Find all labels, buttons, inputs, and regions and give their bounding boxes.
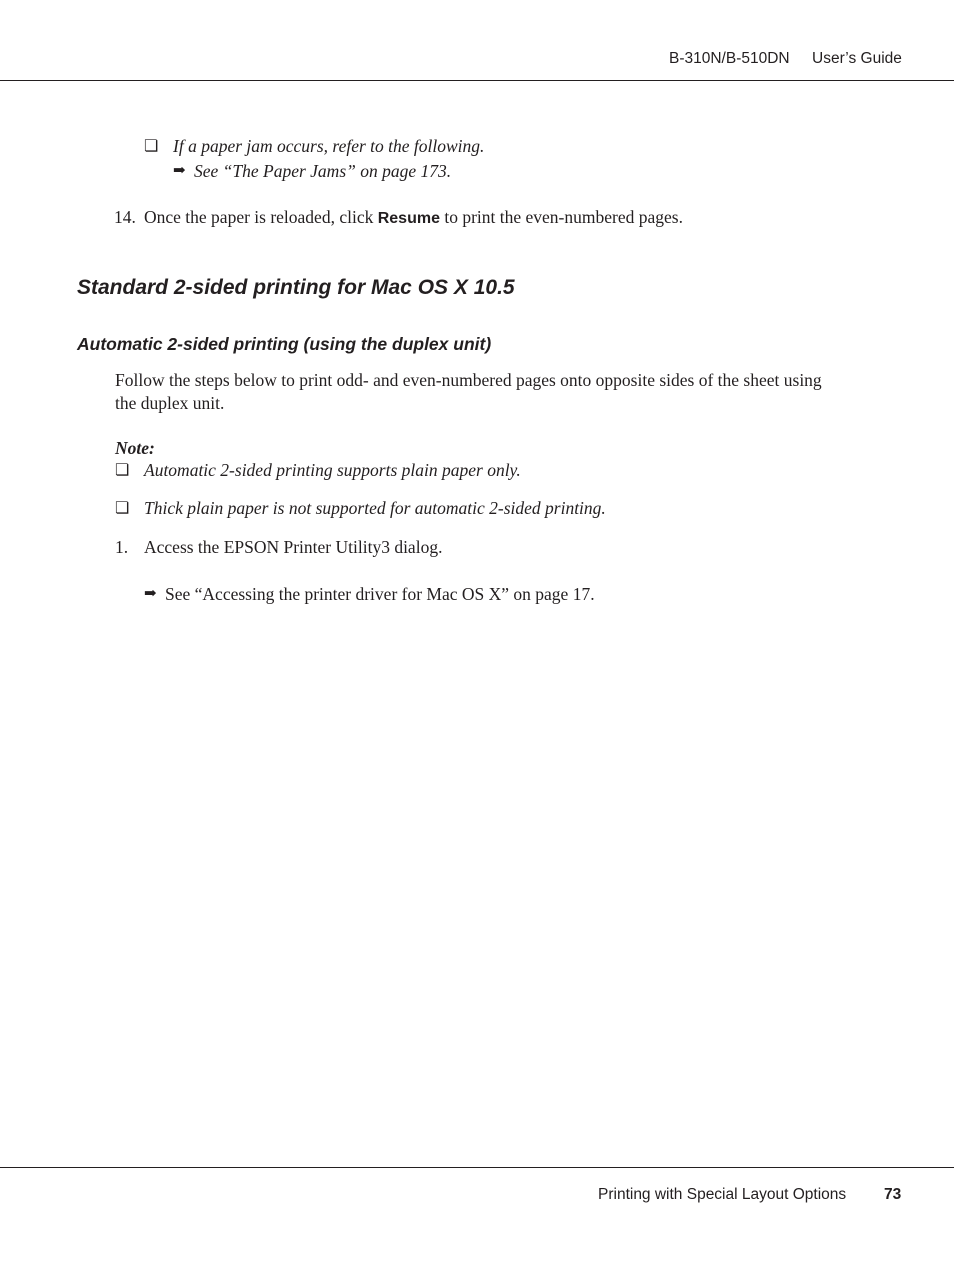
jam-bullet-text: If a paper jam occurs, refer to the following.: [173, 136, 485, 156]
note-label: Note:: [115, 438, 155, 458]
note-item-1: Automatic 2-sided printing supports plain paper only.: [144, 460, 521, 480]
page-number: 73: [884, 1186, 902, 1203]
intro-paragraph-line-1: Follow the steps below to print odd- and even-numbered pages onto opposite sides of the sheet using: [115, 370, 822, 390]
subsection-title: Automatic 2-sided printing (using the duplex unit): [77, 334, 492, 354]
checkbox-bullet-icon: ❏: [115, 500, 130, 517]
printer-driver-link[interactable]: See “Accessing the printer driver for Mac OS X” on page 17.: [165, 584, 595, 604]
arrow-right-icon: ➡: [144, 586, 157, 602]
section-title: Standard 2-sided printing for Mac OS X 10.5: [77, 276, 515, 299]
step-number: 1.: [115, 537, 129, 557]
step-14-pre: Once the paper is reloaded, click: [144, 207, 378, 227]
resume-button-label: Resume: [377, 210, 440, 227]
footer-rule: [0, 1167, 954, 1168]
checkbox-bullet-icon: ❏: [144, 138, 159, 155]
note-item-2: Thick plain paper is not supported for automatic 2-sided printing.: [144, 498, 606, 518]
header-model: B-310N/B-510DN: [669, 50, 790, 67]
step-number: 14.: [114, 207, 136, 227]
step-14-text: [144, 206, 683, 230]
checkbox-bullet-icon: ❏: [115, 462, 130, 479]
header-rule: [0, 80, 954, 81]
arrow-right-icon: ➡: [173, 163, 186, 179]
step-14-post: to print the even-numbered pages.: [439, 207, 683, 227]
footer-section-title: Printing with Special Layout Options: [598, 1186, 847, 1203]
paper-jams-link[interactable]: See “The Paper Jams” on page 173.: [194, 161, 452, 181]
step-1-text: Access the EPSON Printer Utility3 dialog.: [144, 537, 443, 557]
intro-paragraph-line-2: the duplex unit.: [115, 393, 225, 413]
header-guide-title: User’s Guide: [812, 50, 902, 67]
